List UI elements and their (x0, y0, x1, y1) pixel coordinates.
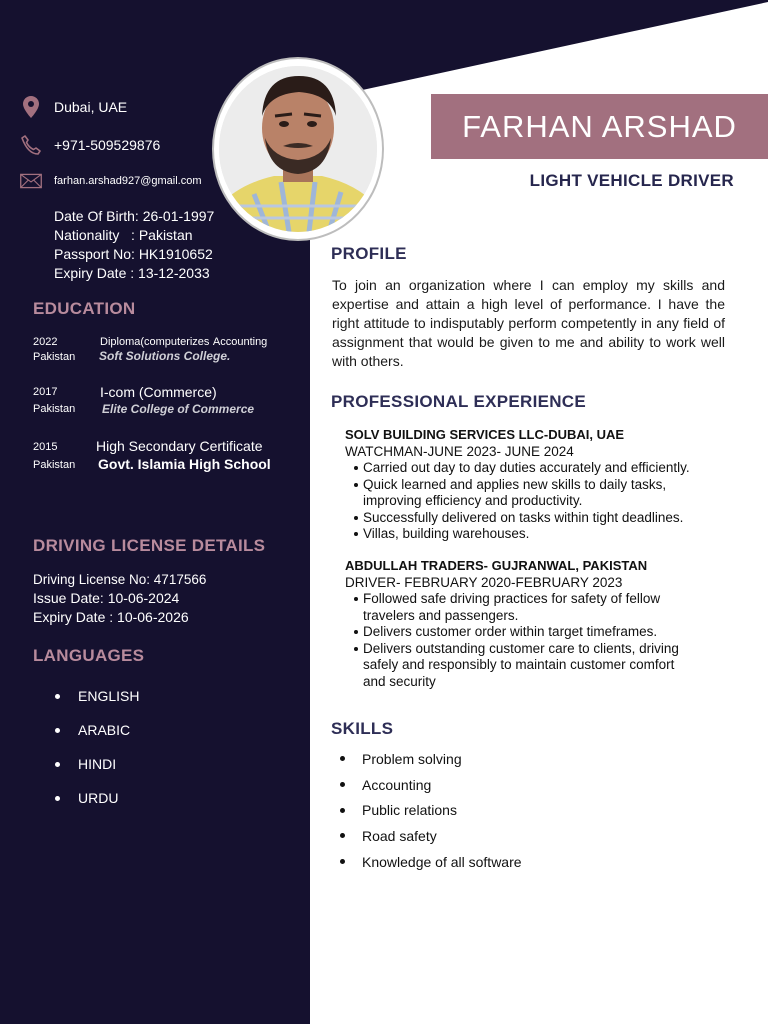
license-expiry-date: Expiry Date : 10-06-2026 (33, 609, 189, 625)
contact-email (20, 170, 202, 192)
language-name: HINDI (78, 756, 117, 772)
skill-name: Accounting (362, 776, 432, 793)
candidate-name: FARHAN ARSHAD (462, 108, 737, 144)
license-issue-date: Issue Date: 10-06-2024 (33, 590, 180, 606)
language-name: URDU (78, 790, 119, 806)
skills-heading: SKILLS (331, 719, 394, 738)
name-banner (431, 94, 768, 159)
location-text: Dubai, UAE (54, 99, 128, 115)
profile-heading: PROFILE (331, 244, 407, 263)
bullet-icon (55, 796, 60, 801)
list-item (340, 797, 522, 823)
header-diagonal-band (0, 0, 768, 100)
list-item (340, 849, 522, 875)
list-item (55, 679, 139, 713)
duties-list (354, 591, 725, 690)
experience-entry (345, 558, 725, 690)
skill-name: Problem solving (362, 750, 462, 767)
company-name: ABDULLAH TRADERS- GUJRANWAL, PAKISTAN (345, 558, 648, 573)
education-school: Govt. Islamia High School (98, 456, 271, 472)
education-location: Pakistan (33, 403, 76, 415)
list-item: Villas, building warehouses. (354, 526, 725, 543)
personal-details (54, 207, 214, 283)
list-item (340, 746, 522, 772)
profile-summary: To join an organization where I can employ my skills and expertise and attain a high level of performance. I have the right attitude to indisputably perform competently in any field of assignment that would be given to me and ability to work well with others. (332, 277, 725, 369)
bullet-icon (340, 756, 345, 761)
language-name: ENGLISH (78, 688, 140, 704)
job-title: LIGHT VEHICLE DRIVER (529, 171, 734, 190)
language-name: ARABIC (78, 722, 131, 738)
bullet-icon (55, 762, 60, 767)
languages-heading: LANGUAGES (33, 646, 145, 665)
education-school: Soft Solutions College. (99, 349, 231, 363)
phone-icon (20, 134, 42, 156)
bullet-icon (340, 859, 345, 864)
bullet-icon (340, 808, 345, 813)
date-of-birth: Date Of Birth: 26-01-1997 (54, 208, 215, 224)
experience-entry (345, 427, 725, 543)
job-role: DRIVER- FEBRUARY 2020-FEBRUARY 2023 (345, 575, 623, 590)
bullet-icon (340, 833, 345, 838)
skill-name: Road safety (362, 827, 437, 844)
bullet-icon (340, 782, 345, 787)
list-item: Quick learned and applies new skills to daily tasks, improving efficiency and productivity. (354, 477, 725, 510)
education-year: 2022 (33, 336, 58, 348)
education-location: Pakistan (33, 459, 76, 471)
education-year: 2017 (33, 386, 58, 398)
job-role: WATCHMAN-JUNE 2023- JUNE 2024 (345, 444, 574, 459)
list-item: Followed safe driving practices for safety of fellow travelers and passengers. (354, 591, 725, 624)
email-text[interactable]: farhan.arshad927@gmail.com (54, 175, 202, 187)
education-location: Pakistan (33, 351, 76, 363)
education-degree: High Secondary Certificate (96, 438, 263, 454)
phone-text[interactable]: +971-509529876 (54, 137, 161, 153)
driving-license-heading: DRIVING LICENSE DETAILS (33, 536, 266, 555)
list-item: Carried out day to day duties accurately and efficiently. (354, 460, 725, 477)
profile-photo (219, 66, 377, 232)
skill-name: Knowledge of all software (362, 853, 522, 870)
envelope-icon (20, 170, 42, 192)
location-pin-icon (20, 96, 42, 118)
list-item (340, 772, 522, 798)
contact-location (20, 96, 127, 118)
languages-list (55, 679, 139, 815)
education-school: Elite College of Commerce (102, 402, 255, 416)
list-item (55, 713, 139, 747)
list-item: Successfully delivered on tasks within tight deadlines. (354, 510, 725, 527)
passport-number: Passport No: HK1910652 (54, 246, 213, 262)
education-heading: EDUCATION (33, 299, 136, 318)
contact-phone (20, 134, 160, 156)
nationality: Nationality : Pakistan (54, 227, 193, 243)
skill-name: Public relations (362, 802, 457, 819)
duties-list (354, 460, 725, 543)
list-item: Delivers outstanding customer care to clients, driving safely and responsibly to maintain customer comfort and security (354, 641, 725, 691)
education-year: 2015 (33, 441, 58, 453)
passport-expiry: Expiry Date : 13-12-2033 (54, 265, 210, 281)
license-number: Driving License No: 4717566 (33, 572, 207, 587)
list-item (340, 823, 522, 849)
driving-license-details (33, 571, 206, 626)
bullet-icon (55, 728, 60, 733)
skills-list (340, 746, 522, 874)
education-degree: Diploma(computerizes Accounting (100, 336, 268, 348)
list-item (55, 781, 139, 815)
bullet-icon (55, 694, 60, 699)
company-name: SOLV BUILDING SERVICES LLC-DUBAI, UAE (345, 427, 625, 442)
list-item: Delivers customer order within target timeframes. (354, 624, 725, 641)
education-degree: I-com (Commerce) (100, 384, 217, 400)
experience-heading: PROFESSIONAL EXPERIENCE (331, 392, 587, 411)
list-item (55, 747, 139, 781)
